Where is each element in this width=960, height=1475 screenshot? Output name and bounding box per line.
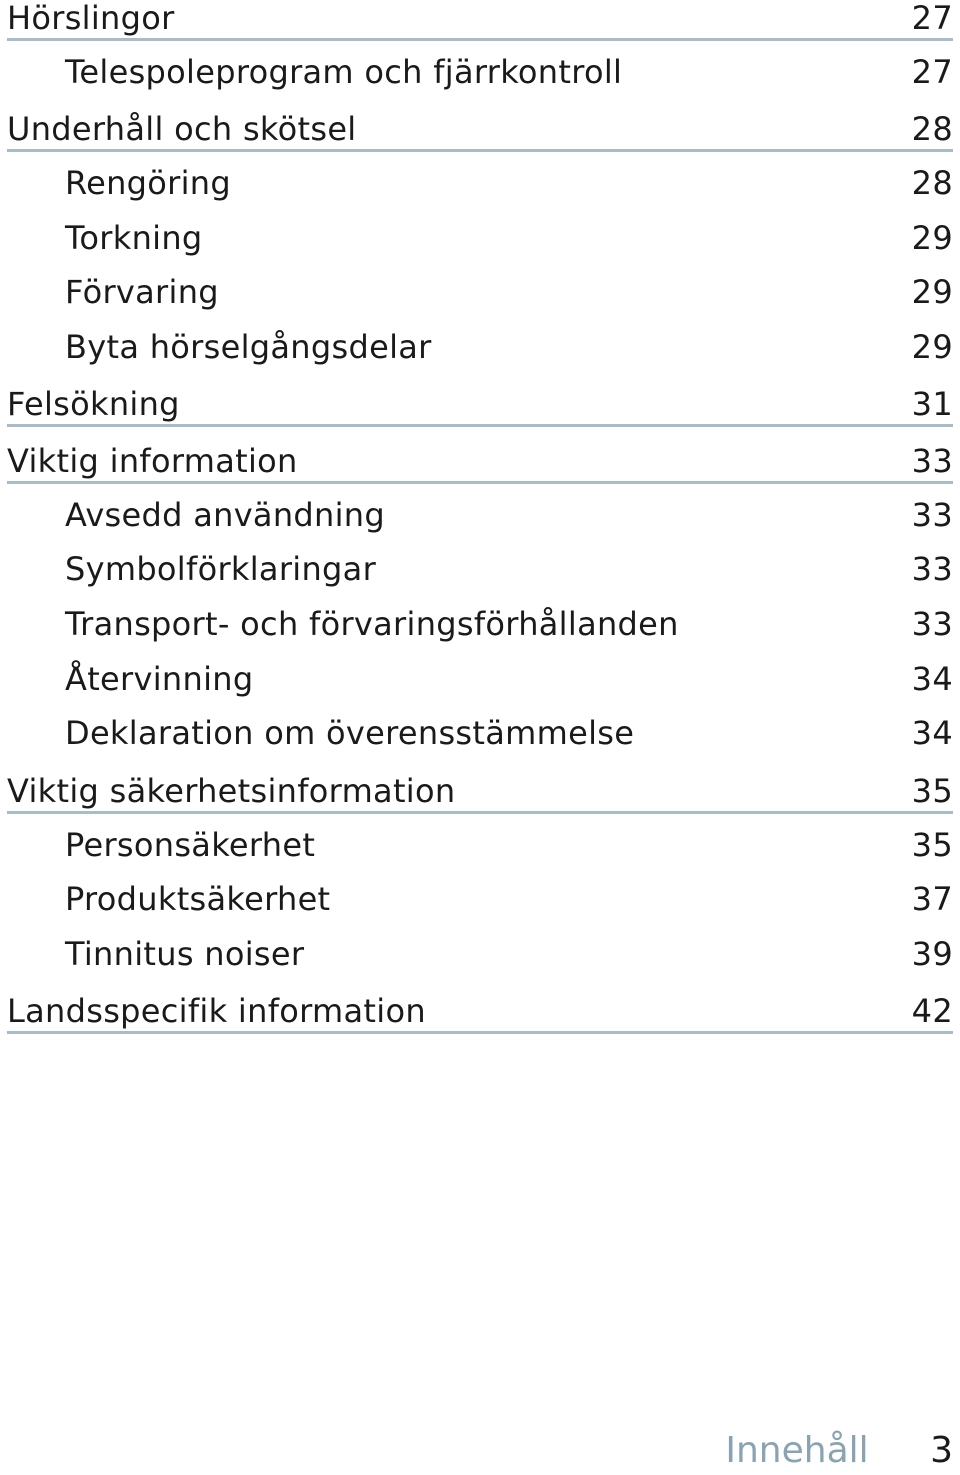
toc-item-title: Produktsäkerhet [65, 880, 331, 919]
toc-item[interactable] [7, 262, 953, 317]
toc-item[interactable] [7, 316, 953, 371]
toc-section-viktig-information[interactable] [7, 441, 953, 484]
toc-item-title: Personsäkerhet [65, 825, 316, 864]
toc-section-title: Hörslingor [7, 0, 175, 37]
toc-section-felsokning[interactable] [7, 385, 953, 428]
toc-item-title: Symbolförklaringar [65, 550, 377, 589]
toc-section-title: Landsspecifik information [7, 992, 426, 1031]
toc-item-page: 37 [911, 880, 953, 919]
toc-section-viktig-sakerhetsinformation[interactable] [7, 771, 953, 814]
page-footer [725, 1430, 953, 1471]
toc-item-page: 33 [911, 495, 953, 534]
toc-item[interactable] [7, 484, 953, 539]
toc-item-title: Återvinning [65, 659, 254, 698]
toc-item[interactable] [7, 648, 953, 703]
toc-section-page: 35 [911, 771, 953, 810]
table-of-contents [7, 0, 953, 1034]
toc-section-page: 31 [911, 385, 953, 424]
toc-section-page: 33 [911, 441, 953, 480]
toc-item-title: Telespoleprogram och fjärrkontroll [65, 52, 623, 91]
toc-section-title: Viktig information [7, 441, 298, 480]
toc-item-title: Transport- och förvaringsförhållanden [65, 605, 679, 643]
toc-section-page: 42 [911, 992, 953, 1031]
toc-item[interactable] [7, 207, 953, 262]
toc-item-page: 35 [911, 825, 953, 864]
toc-section-page: 27 [911, 0, 953, 37]
toc-item-title: Torkning [65, 218, 203, 257]
toc-item[interactable] [7, 41, 953, 96]
toc-item[interactable] [7, 869, 953, 924]
toc-section-page: 28 [911, 110, 953, 149]
toc-item[interactable] [7, 593, 953, 648]
toc-item-page: 34 [911, 659, 953, 698]
toc-item-page: 29 [911, 218, 953, 257]
toc-item-page: 27 [911, 52, 953, 91]
toc-section-horslingor[interactable] [7, 0, 953, 41]
toc-item[interactable] [7, 539, 953, 594]
footer-page-number: 3 [930, 1430, 953, 1471]
toc-item[interactable] [7, 923, 953, 978]
toc-item-page: 33 [911, 550, 953, 589]
toc-item-title: Byta hörselgångsdelar [65, 327, 432, 366]
toc-section-underhall[interactable] [7, 110, 953, 153]
toc-item-title: Deklaration om överensstämmelse [65, 714, 635, 753]
toc-item-page: 34 [911, 714, 953, 753]
toc-item-page: 29 [911, 327, 953, 366]
toc-section-landsspecifik-information[interactable] [7, 992, 953, 1035]
toc-section-title: Viktig säkerhetsinformation [7, 771, 456, 810]
toc-item-title: Tinnitus noiser [65, 934, 305, 973]
toc-item[interactable] [7, 703, 953, 758]
toc-item-title: Avsedd användning [65, 495, 386, 534]
toc-item-page: 29 [911, 273, 953, 312]
toc-item-page: 28 [911, 163, 953, 202]
toc-item[interactable] [7, 814, 953, 869]
toc-section-title: Felsökning [7, 385, 180, 424]
toc-item-page: 33 [911, 605, 953, 643]
toc-item-title: Förvaring [65, 273, 219, 312]
toc-item-title: Rengöring [65, 163, 231, 202]
footer-section-title: Innehåll [725, 1430, 869, 1471]
toc-item[interactable] [7, 152, 953, 207]
toc-section-title: Underhåll och skötsel [7, 110, 357, 149]
toc-item-page: 39 [911, 934, 953, 973]
